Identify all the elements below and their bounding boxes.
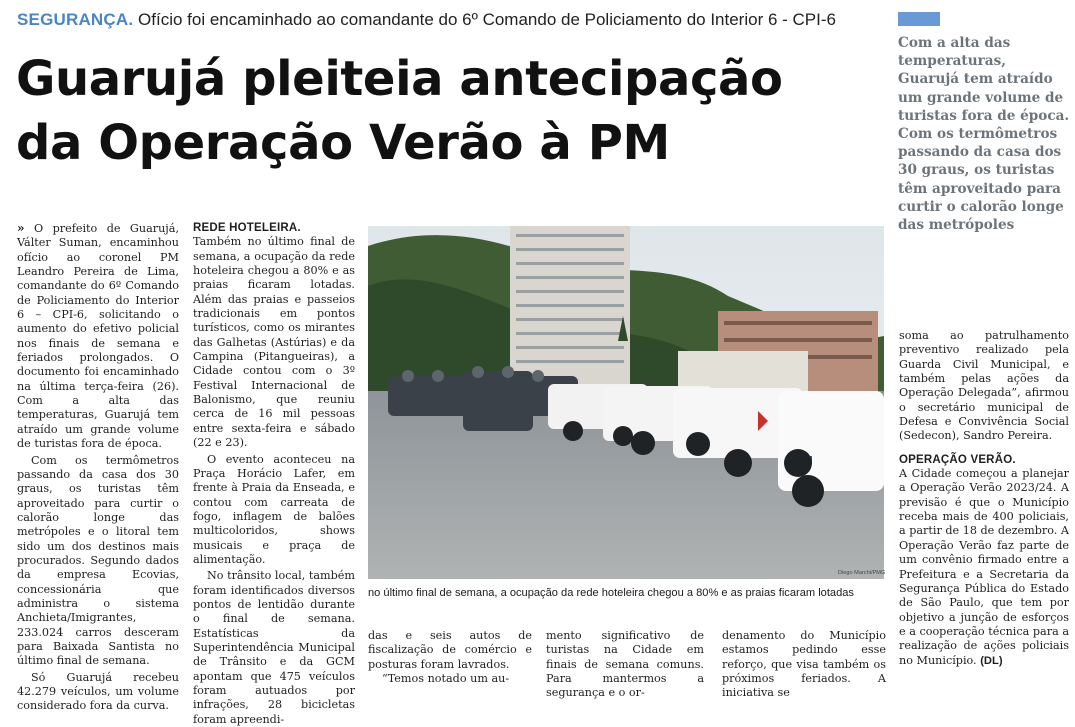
paragraph: Também no último final de semana, a ocupação da rede hoteleira chegou a 80% e as praias ficaram lotadas. Além das praias e passeios tradicionais em pontos turísticos, como os mirantes das Galhetas (Astúrias) e da Campina (Pitangueiras), a Cidade contou com o 3º Festival Internacional de Balonismo, que reuniu cerca de 16 mil pessoas entre sexta-feira e sábado (22 e 23). [193,235,355,450]
headline-line-2: da Operação Verão à PM [16,115,670,171]
headline [16,47,886,175]
author-signature: (DL) [980,654,1003,667]
paragraph: soma ao patrulhamento preventivo realizado pela Guarda Civil Municipal, e também pelas ações da Operação Delegada”, afirmou o secretário municipal de Defesa e Convivência Social (Sedecon), Sandro Pereira. [899,329,1069,443]
kicker-text: Ofício foi encaminhado ao comandante do 6º Comando de Policiamento do Interior 6 - CPI-6 [138,10,836,29]
paragraph: das e seis autos de fiscalização de comércio e posturas foram lavrados. [368,629,532,671]
headline-line-1: Guarujá pleiteia antecipação [16,51,783,107]
paragraph: O prefeito de Guarujá, Válter Suman, encaminhou ofício ao coronel PM Leandro Pereira de Lima, comandante do 6º Comando de Policiamento do Interior 6 – CPI-6, solicitando o aumento do efetivo policial nos finais de semana e feriados prolongados. O documento foi encaminhado na última terça-feira (26). Com a alta das temperaturas, Guarujá tem atraído um grande volume de turistas fora de época. [17,222,179,451]
paragraph: O evento aconteceu na Praça Horácio Lafer, em frente à Praia da Enseada, e contou com carreata de fogo, inflagem de balões multicoloridos, shows musicais e praça de alimentação. [193,452,355,566]
lead-arrow-icon: » [17,221,25,235]
photo-illustration [368,226,884,579]
paragraph: Com os termômetros passando da casa dos 30 graus, os turistas têm aproveitado para curtir o calorão longe das metrópoles e o litoral tem sido um dos destinos mais procurados. Segundo dados da empresa Ecovias, concessionária que administra o sistema Anchieta/Imigrantes, 233.024 carros desceram para Baixada Santista no último final de semana. [17,453,179,668]
article-column-3b: mento significativo de turistas na Cidade em finais de semana comuns. Para mantermos a segurança e o or- [546,629,704,700]
paragraph: “Temos notado um au- [382,672,510,686]
photo-credit: Diego Marchi/PMG [838,570,886,576]
photo-caption: no último final de semana, a ocupação da rede hoteleira chegou a 80% e as praias ficaram lotadas [368,587,854,599]
paragraph: No trânsito local, também foram identificados diversos pontos de lentidão durante o final de semana. Estatísticas da Superintendência Municipal de Trânsito e da GCM apontam que 475 veículos foram autuados por infrações, 28 bicicletas foram apreendi- [193,569,356,726]
paragraph-text: A Cidade começou a planejar a Operação Verão 2023/24. A previsão é que o Município receba mais de 400 policiais, a partir de 18 de dezembro. A Operação Verão faz parte de um convênio firmado entre a Prefeitura e a Secretaria da Segurança Pública do Estado de São Paulo, que tem por objetivo a junção de esforços e a cooperação técnica para a realização de ações policiais no Município. [899,467,1069,667]
subhead-operacao-verao: OPERAÇÃO VERÃO. [899,453,1016,466]
article-column-2 [193,221,355,727]
side-quote: Com a alta das temperaturas, Guarujá tem atraído um grande volume de turistas fora de época. Com os termômetros passando da casa dos 30 graus, os turistas têm aproveitado para curtir o calorão longe das metrópoles [898,35,1070,234]
section-label: SEGURANÇA. [17,10,134,29]
article-column-3a [368,629,532,686]
article-column-1 [17,221,179,714]
subhead-rede-hoteleira: REDE HOTELEIRA. [193,222,301,234]
paragraph [899,467,1069,668]
paragraph: Só Guarujá recebeu 42.279 veículos, um volume considerado fora da curva. [17,670,179,713]
kicker [17,8,887,32]
article-column-4 [899,329,1069,668]
side-quote-marker [898,12,940,26]
news-photo [368,226,884,579]
article-column-3c: denamento do Município estamos pedindo esse reforço, que visa também os próximos feriados. A iniciativa se [722,629,886,700]
